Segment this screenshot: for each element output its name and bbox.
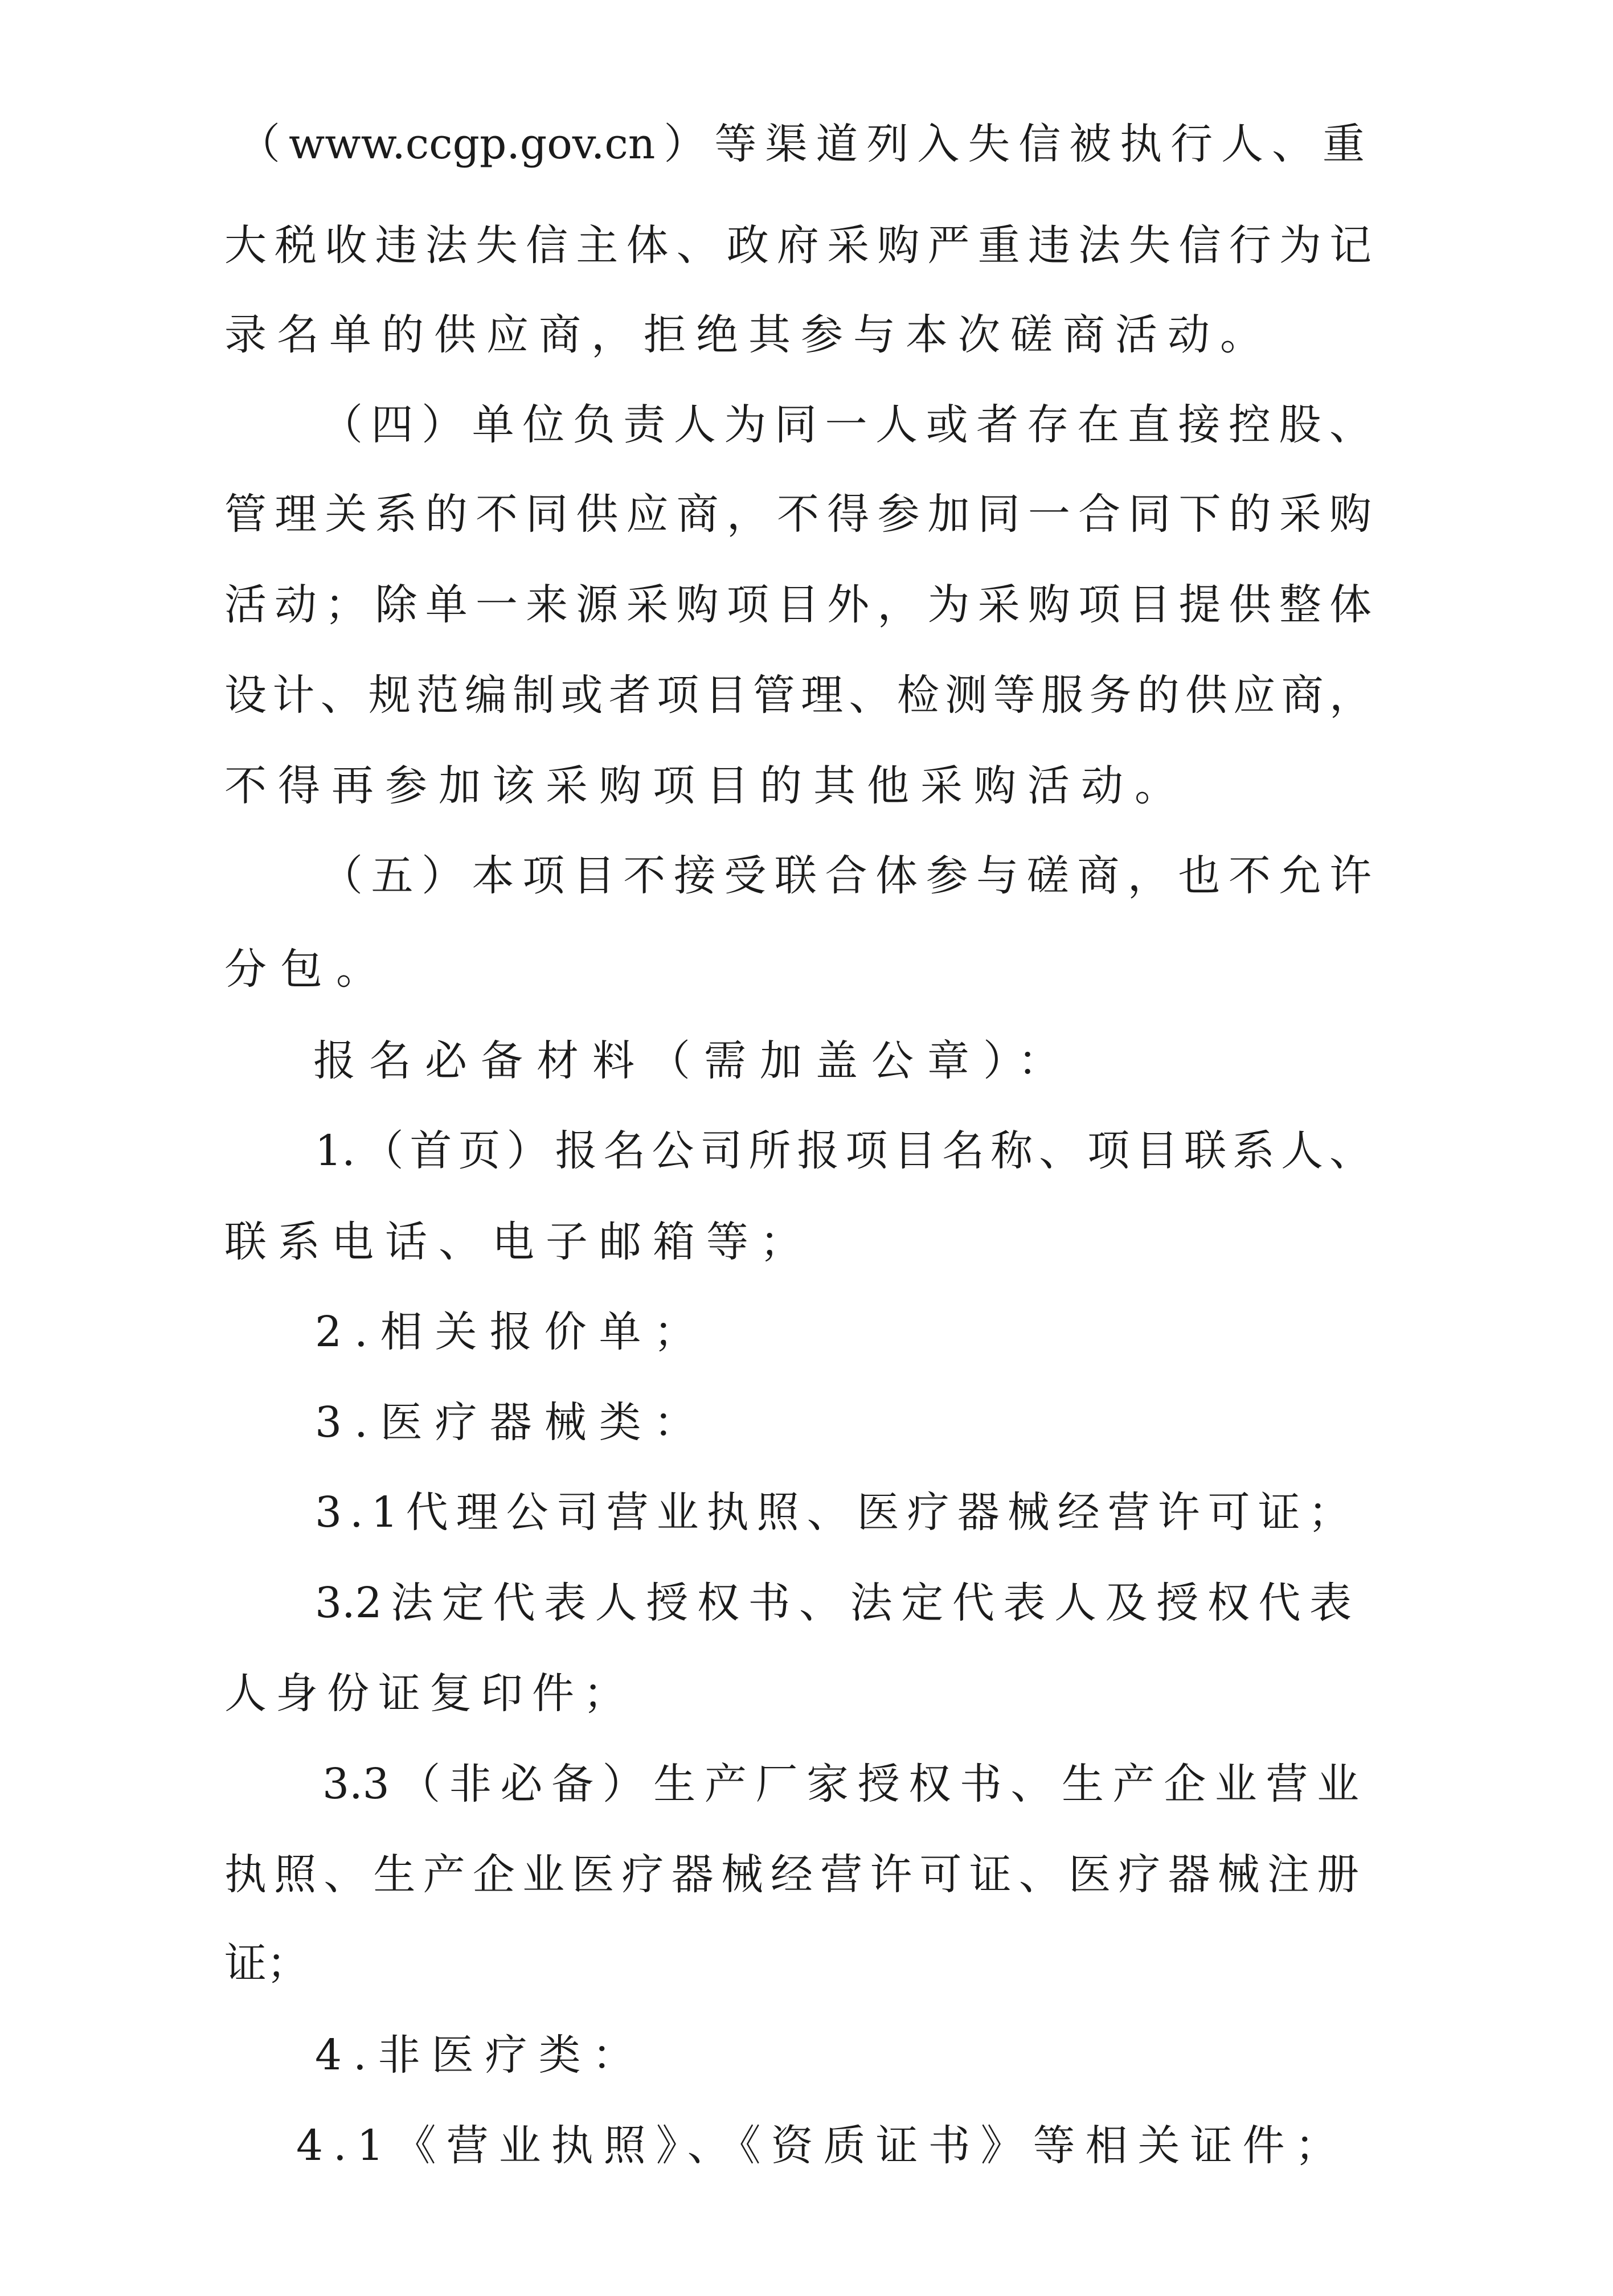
text-line: 2.相关报价单； (315, 1307, 709, 1356)
text-line: 录名单的供应商，拒绝其参与本次磋商活动。 (224, 310, 1272, 359)
text-line: 不得再参加该采购项目的其他采购活动。 (224, 761, 1188, 810)
text-line: 人身份证复印件； (224, 1669, 634, 1718)
text-line: （四）单位负责人为同一人或者存在直接控股、 (321, 400, 1372, 449)
text-line: 1.（首页）报名公司所报项目名称、项目联系人、 (315, 1126, 1372, 1175)
text-line: 设计、规范编制或者项目管理、检测等服务的供应商， (224, 671, 1372, 720)
text-line: 4.1《营业执照》、《资质证书》等相关证件； (296, 2121, 1348, 2170)
text-line: 联系电话、电子邮箱等； (224, 1217, 813, 1266)
text-line: 分包。 (224, 945, 392, 994)
text-line: 3.2法定代表人授权书、法定代表人及授权代表 (315, 1578, 1352, 1627)
text-line: 活动；除单一来源采购项目外，为采购项目提供整体 (224, 580, 1372, 629)
text-line: 管理关系的不同供应商，不得参加同一合同下的采购 (224, 490, 1372, 539)
text-line: （www.ccgp.gov.cn）等渠道列入失信被执行人、重 (238, 120, 1365, 169)
text-line: 3.医疗器械类： (315, 1398, 709, 1447)
text-line: 4.非医疗类： (315, 2031, 646, 2080)
text-line: 执照、生产企业医疗器械经营许可证、医疗器械注册 (224, 1850, 1359, 1899)
text-line: 大税收违法失信主体、政府采购严重违法失信行为记 (224, 221, 1372, 270)
section-heading: 报名必备材料（需加盖公章）： (313, 1036, 1074, 1085)
text-line: （五）本项目不接受联合体参与磋商，也不允许 (321, 851, 1372, 900)
text-line: 证； (224, 1939, 309, 1988)
text-line: 3.3（非必备）生产厂家授权书、生产企业营业 (322, 1760, 1359, 1809)
text-line: 3.1代理公司营业执照、医疗器械经营许可证； (315, 1488, 1358, 1537)
